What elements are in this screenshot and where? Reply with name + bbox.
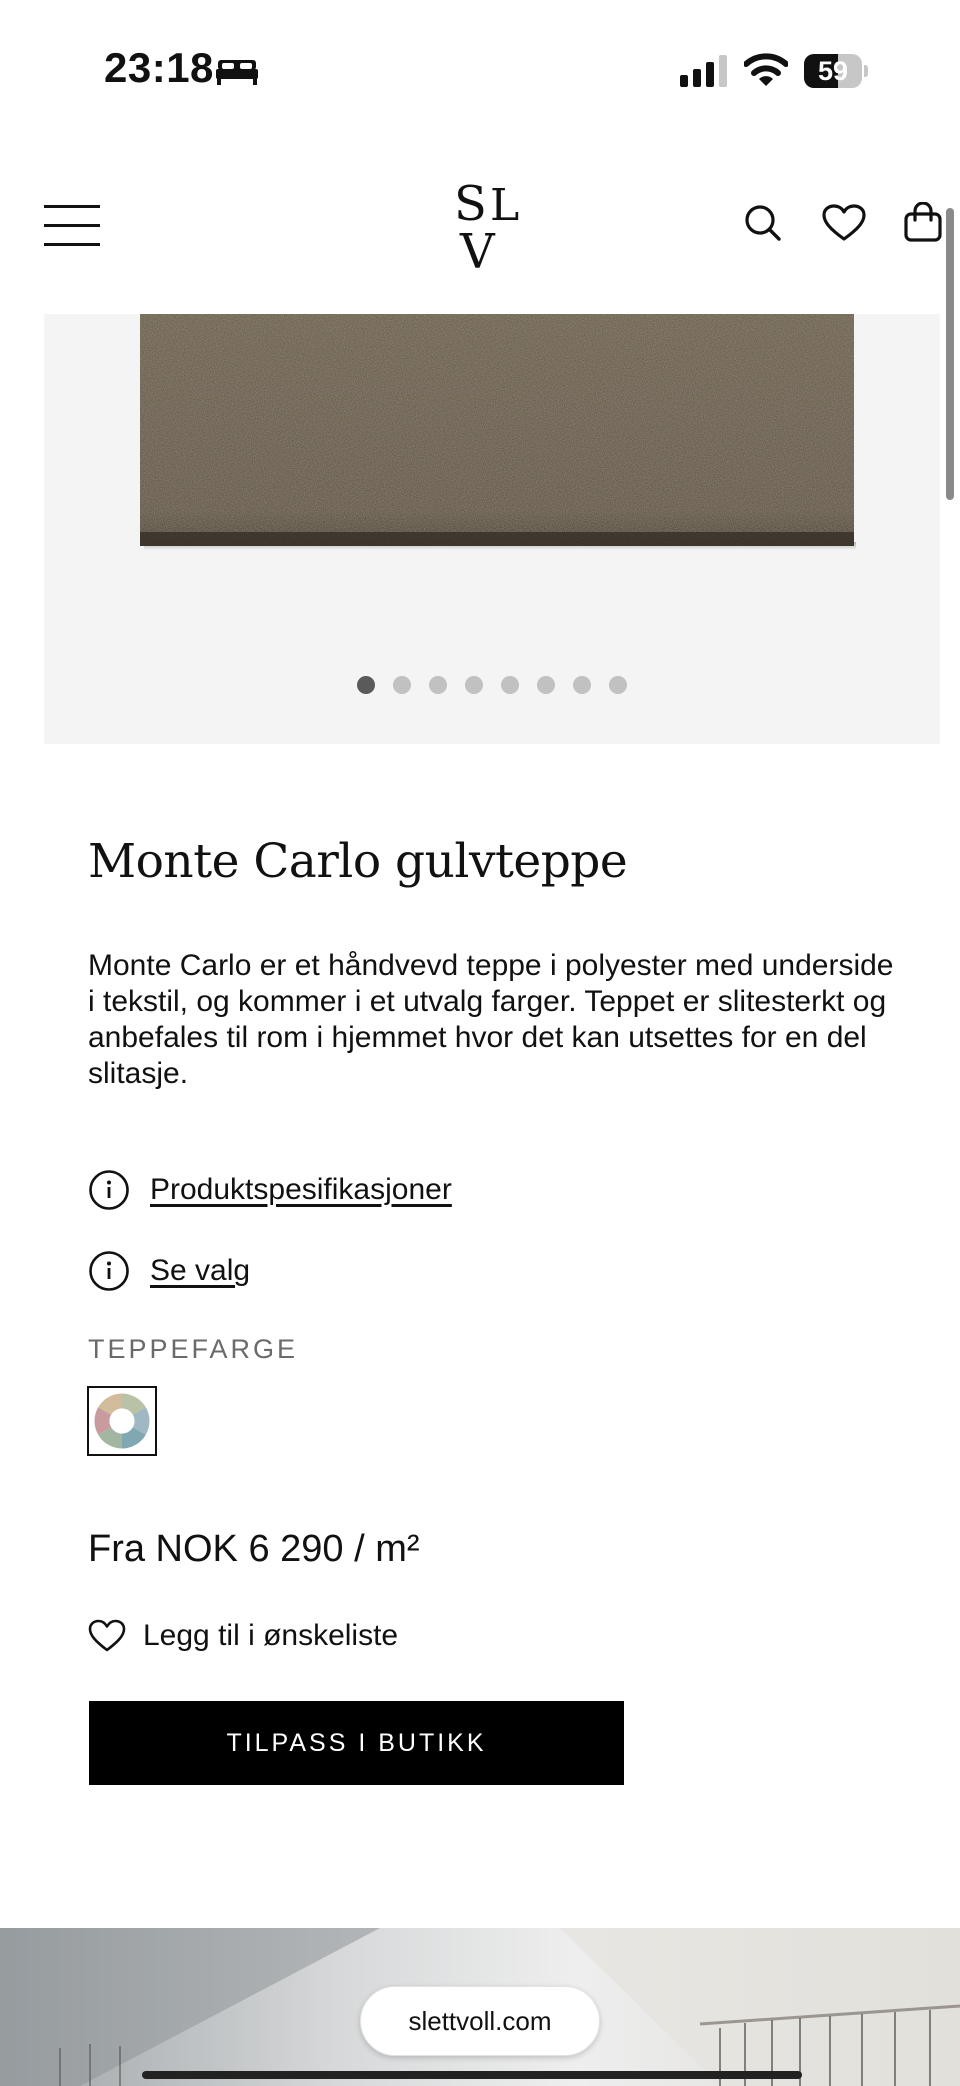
status-time: 23:18 <box>104 44 214 91</box>
carousel-pagination <box>44 676 940 696</box>
add-to-wishlist-label: Legg til i ønskeliste <box>143 1619 399 1652</box>
bed-icon <box>216 56 258 86</box>
home-indicator[interactable] <box>142 2071 802 2079</box>
product-specifications-link[interactable] <box>88 1168 452 1212</box>
info-icon <box>88 1250 130 1292</box>
heart-icon <box>88 1619 126 1653</box>
customize-in-store-button[interactable]: TILPASS I BUTIKK <box>89 1701 624 1785</box>
carousel-dot[interactable] <box>393 676 411 694</box>
svg-text:L: L <box>490 180 520 231</box>
see-options-link[interactable] <box>88 1249 250 1293</box>
product-description: Monte Carlo er et håndvevd teppe i polyester med underside i tekstil, og kommer i et utvalg farger. Teppet er slitesterkt og anbefales til rom i hjemmet hvor det kan utsettes for en del slitasje. <box>88 949 894 1090</box>
carousel-dot[interactable] <box>357 676 375 694</box>
heart-icon[interactable] <box>822 204 866 242</box>
color-wheel-icon <box>94 1393 150 1449</box>
wifi-icon <box>744 52 788 88</box>
battery-percent: 59 <box>817 56 849 86</box>
rug-product-image <box>140 314 856 550</box>
battery-indicator <box>804 54 868 88</box>
product-title: Monte Carlo gulvteppe <box>88 834 628 889</box>
svg-text:V: V <box>460 224 495 272</box>
shopping-bag-icon[interactable] <box>904 202 942 242</box>
cellular-signal-icon <box>680 55 728 87</box>
info-icon <box>88 1169 130 1211</box>
carousel-dot[interactable] <box>609 676 627 694</box>
carousel-dot[interactable] <box>537 676 555 694</box>
carousel-dot[interactable] <box>465 676 483 694</box>
slettvoll-logo[interactable] <box>454 176 530 272</box>
add-to-wishlist-button[interactable] <box>88 1616 398 1656</box>
carousel-dot[interactable] <box>573 676 591 694</box>
hamburger-menu-icon[interactable] <box>44 204 100 246</box>
browser-url-bar[interactable]: slettvoll.com <box>360 1986 600 2056</box>
rug-color-swatch[interactable] <box>87 1386 157 1456</box>
search-icon[interactable] <box>744 204 782 242</box>
see-options-label[interactable]: Se valg <box>150 1254 251 1287</box>
carousel-dot[interactable] <box>501 676 519 694</box>
product-specifications-label[interactable]: Produktspesifikasjoner <box>150 1173 452 1206</box>
page-scrollbar[interactable] <box>946 208 954 500</box>
svg-text:S: S <box>454 176 487 232</box>
product-price: Fra NOK 6 290 / m² <box>88 1528 420 1570</box>
product-image-carousel[interactable] <box>44 314 940 744</box>
carousel-dot[interactable] <box>429 676 447 694</box>
rug-color-label: TEPPEFARGE <box>88 1334 299 1364</box>
